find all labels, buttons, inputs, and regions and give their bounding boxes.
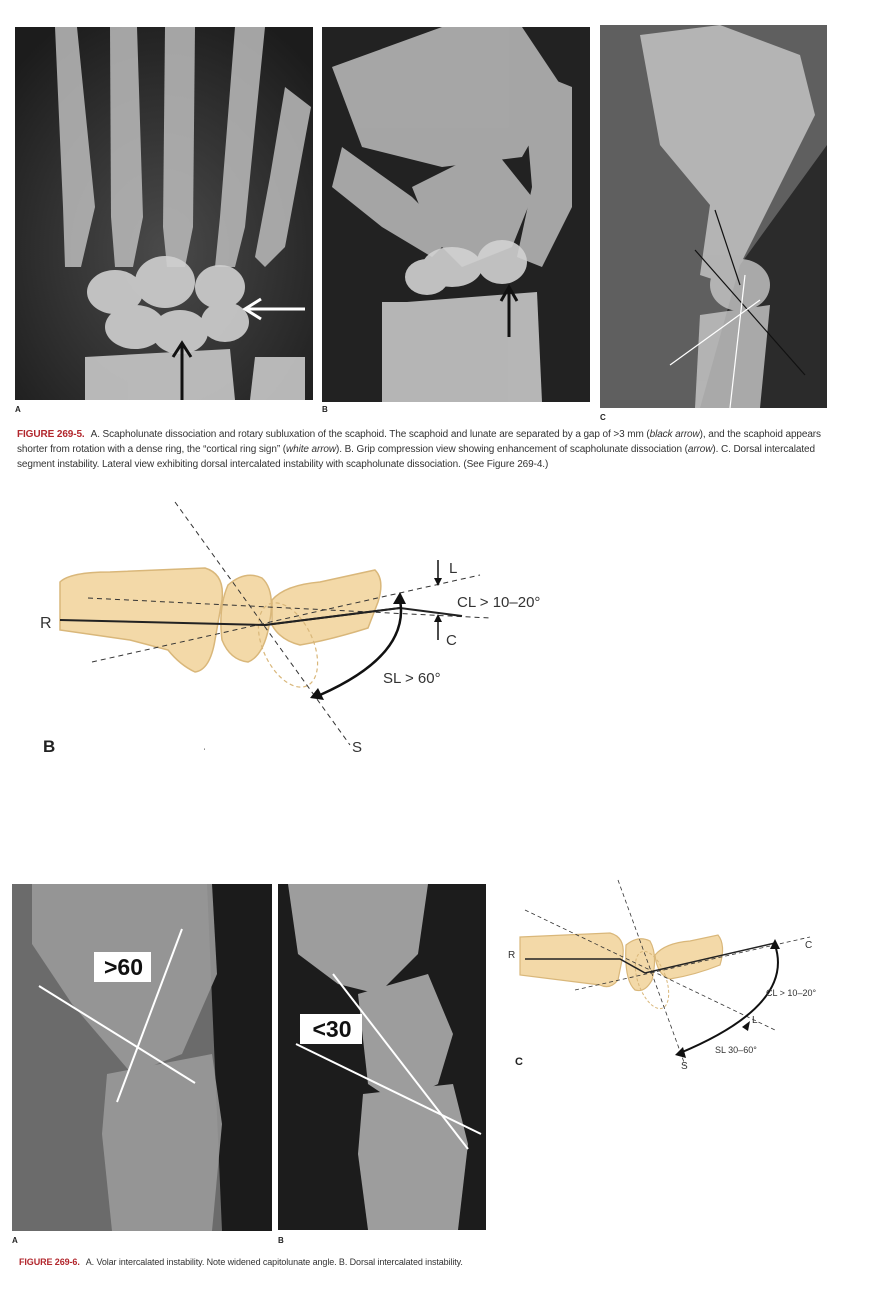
- figure5-caption-em2: white arrow: [285, 444, 337, 455]
- figure5-caption-em3: arrow: [687, 444, 713, 455]
- xray-5a-drawing: [15, 27, 313, 400]
- figure6-angle-b-label: <30: [312, 1016, 352, 1042]
- figure6-angle-a-label: >60: [103, 954, 143, 980]
- figure5-panel-c-letter: C: [600, 413, 606, 422]
- xray-image-figure5-a: [15, 27, 313, 400]
- diagram-b-lunate-bone: [221, 575, 272, 662]
- diagram-c-label-r: R: [508, 950, 516, 961]
- figure6-panel-b-letter: B: [278, 1236, 284, 1245]
- figure6-caption-text: A. Volar intercalated instability. Note widened capitolunate angle. B. Dorsal intercalated instability.: [85, 1257, 463, 1267]
- diagram-c-label-c: C: [805, 940, 813, 951]
- xray-6a-drawing: [12, 884, 272, 1231]
- figure6-caption: [19, 1255, 719, 1270]
- diagram-b-label-l: L: [449, 560, 458, 577]
- xray-5b-drawing: [322, 27, 590, 402]
- diagram-b-label-s: S: [352, 739, 363, 756]
- xray-image-figure6-b: [278, 884, 486, 1230]
- diagram-c-label-s: S: [681, 1061, 688, 1072]
- diagram-c-scapholunate-angle: [490, 875, 850, 1075]
- diagram-c-radius-bone: [520, 933, 623, 987]
- diagram-b-label-sl: SL > 60°: [383, 670, 441, 687]
- diagram-b-scapholunate-angle: [0, 490, 600, 770]
- figure5-caption-part3: ). B. Grip compression view showing enhancement of scapholunate dissociation (: [336, 444, 688, 455]
- diagram-b-label-c: C: [446, 632, 457, 649]
- diagram-b-label-cl: CL > 10–20°: [457, 594, 541, 611]
- figure6-panel-a-letter: A: [12, 1236, 18, 1245]
- diagram-c-label-l: L: [752, 1015, 758, 1026]
- xray-image-figure5-b: [322, 27, 590, 402]
- xray-image-figure5-c: [600, 25, 827, 408]
- diagram-c-label-sl: SL 30–60°: [715, 1045, 757, 1055]
- diagram-b-panel-letter: B: [43, 737, 56, 756]
- figure5-caption-part2: ), and the scaphoid appears shorter from rotation with a dense ring, the “cortical ring sign” (: [17, 429, 821, 455]
- svg-text:ˌ: ˌ: [203, 740, 207, 751]
- diagram-b-label-r: R: [40, 615, 52, 632]
- xray-6b-drawing: [278, 884, 486, 1230]
- figure6-caption-label: FIGURE 269-6.: [19, 1257, 80, 1267]
- diagram-c-label-cl: CL > 10–20°: [766, 988, 817, 998]
- xray-5c-drawing: [600, 25, 827, 408]
- figure5-caption-part4: ). C. Dorsal intercalated segment instability. Lateral view exhibiting dorsal intercalated instability with scapholunate dissociation. (See Figure 269-4.): [17, 444, 815, 470]
- figure5-caption-part1: A. Scapholunate dissociation and rotary subluxation of the scaphoid. The scaphoid and lunate are separated by a gap of >3 mm (: [90, 429, 650, 440]
- figure5-caption-em1: black arrow: [649, 429, 700, 440]
- figure5-panel-a-letter: A: [15, 405, 21, 414]
- figure5-caption-label: FIGURE 269-5.: [17, 429, 85, 440]
- figure5-caption: [17, 427, 847, 472]
- diagram-c-panel-letter: C: [515, 1056, 523, 1068]
- figure5-panel-b-letter: B: [322, 405, 328, 414]
- xray-image-figure6-a: [12, 884, 272, 1231]
